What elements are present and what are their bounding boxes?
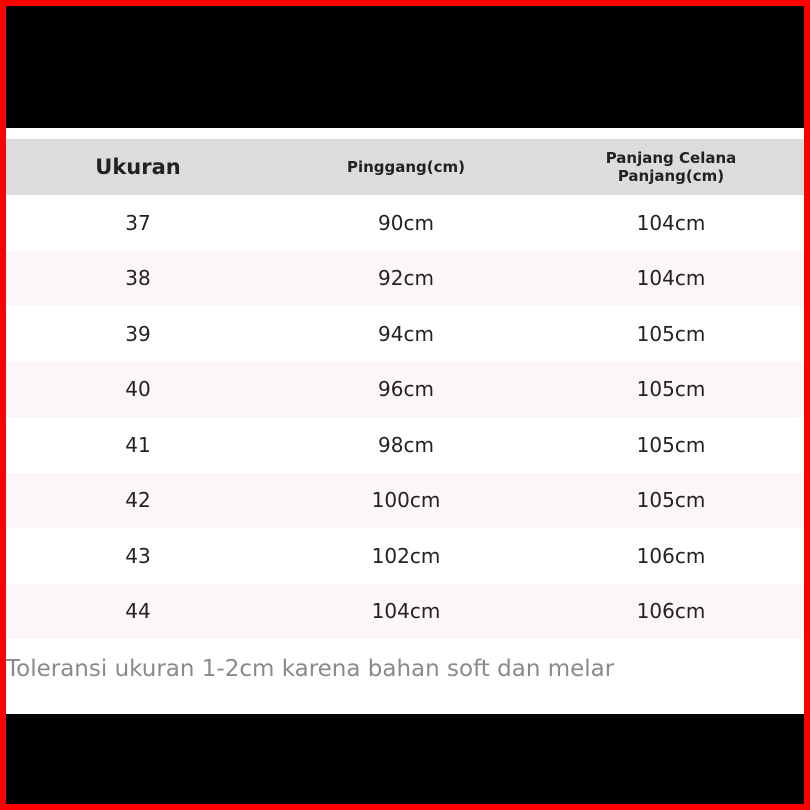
table-header [6, 139, 804, 195]
size-cell: 44 [125, 599, 151, 624]
waist-cell: 100cm [371, 488, 441, 513]
size-cell: 40 [125, 377, 151, 402]
length-cell: 105cm [636, 488, 706, 513]
size-cell: 37 [125, 210, 151, 235]
table-row [6, 195, 804, 251]
waist-cell: 102cm [371, 543, 441, 568]
header-size: Ukuran [95, 155, 181, 179]
length-cell: 105cm [636, 432, 706, 457]
size-cell: 41 [125, 432, 151, 457]
length-cell: 105cm [636, 377, 706, 402]
table-row [6, 473, 804, 529]
waist-cell: 94cm [378, 321, 434, 346]
size-cell: 43 [125, 543, 151, 568]
table-row [6, 306, 804, 362]
header-length-line1: Panjang Celana [605, 149, 737, 167]
table-row [6, 417, 804, 473]
header-length-line2: Panjang(cm) [617, 167, 725, 185]
header-length [561, 139, 781, 195]
length-cell: 106cm [636, 543, 706, 568]
size-chart-panel [6, 128, 804, 714]
length-cell: 105cm [636, 321, 706, 346]
tolerance-note: Toleransi ukuran 1-2cm karena bahan soft dan melar [6, 656, 615, 682]
size-cell: 38 [125, 266, 151, 291]
table-row [6, 362, 804, 418]
table-row [6, 528, 804, 584]
size-cell: 42 [125, 488, 151, 513]
length-cell: 104cm [636, 266, 706, 291]
header-waist: Pinggang(cm) [346, 158, 466, 176]
waist-cell: 104cm [371, 599, 441, 624]
length-cell: 106cm [636, 599, 706, 624]
table-row [6, 584, 804, 640]
length-cell: 104cm [636, 210, 706, 235]
image-frame [6, 6, 804, 804]
size-cell: 39 [125, 321, 151, 346]
waist-cell: 90cm [378, 210, 434, 235]
waist-cell: 98cm [378, 432, 434, 457]
table-body [6, 195, 804, 639]
table-row [6, 251, 804, 307]
waist-cell: 92cm [378, 266, 434, 291]
waist-cell: 96cm [378, 377, 434, 402]
